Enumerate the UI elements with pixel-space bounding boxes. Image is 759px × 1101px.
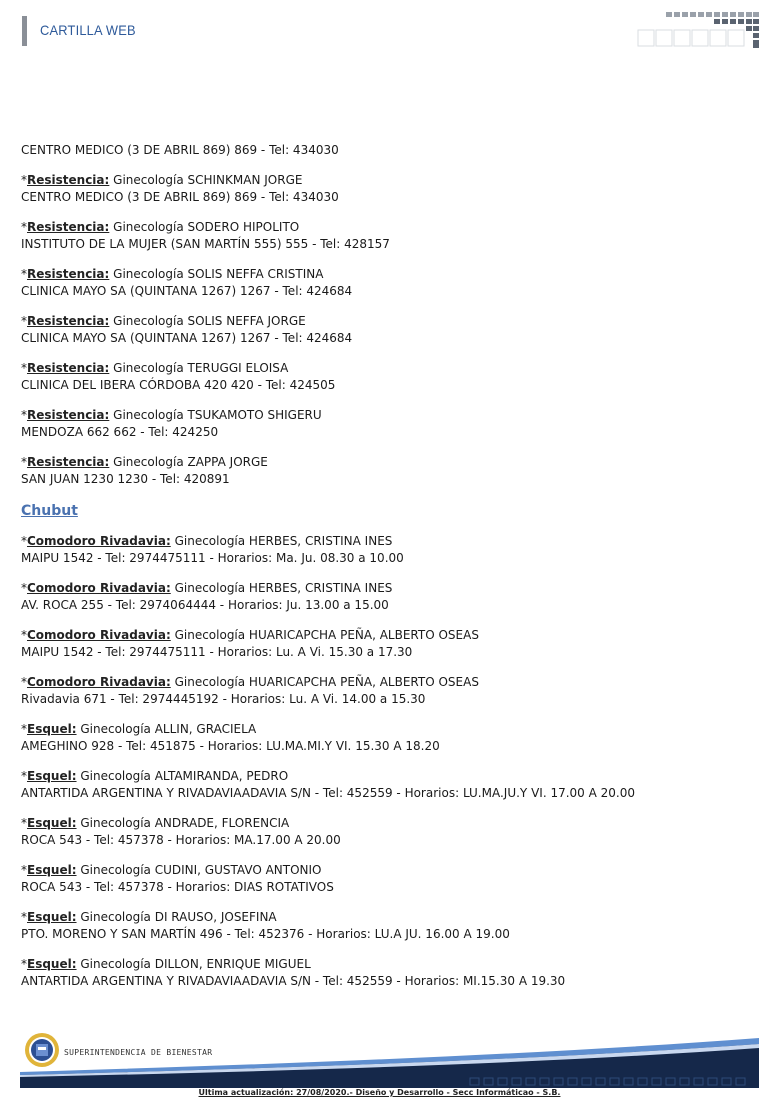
provider-entry — [21, 815, 741, 849]
provider-entry — [21, 313, 741, 347]
provider-address: AMEGHINO 928 - Tel: 451875 - Horarios: LU.MA.MI.Y VI. 15.30 A 18.20 — [21, 739, 440, 753]
provider-address: ANTARTIDA ARGENTINA Y RIVADAVIAADAVIA S/N - Tel: 452559 - Horarios: MI.15.30 A 19.30 — [21, 974, 566, 988]
region-heading-chubut[interactable]: Chubut — [21, 503, 78, 519]
provider-entry — [21, 862, 741, 896]
provider-specialty: Ginecología ALLIN, GRACIELA — [76, 722, 257, 736]
provider-entry — [21, 580, 741, 614]
provider-specialty: Ginecología TSUKAMOTO SHIGERU — [109, 408, 322, 422]
page-footer — [0, 1028, 759, 1101]
provider-address: SAN JUAN 1230 1230 - Tel: 420891 — [21, 472, 230, 486]
header-title: CARTILLA WEB — [40, 22, 136, 38]
provider-specialty: Ginecología HUARICAPCHA PEÑA, ALBERTO OSEAS — [170, 628, 479, 642]
provider-location: Resistencia: — [27, 408, 110, 422]
entry-bullet: * — [21, 863, 27, 877]
provider-specialty: Ginecología DILLON, ENRIQUE MIGUEL — [76, 957, 311, 971]
entry-bullet: * — [21, 722, 27, 736]
provider-address: INSTITUTO DE LA MUJER (SAN MARTÍN 555) 555 - Tel: 428157 — [21, 237, 390, 251]
provider-specialty: Ginecología SOLIS NEFFA CRISTINA — [109, 267, 324, 281]
institution-seal-icon — [24, 1032, 60, 1068]
entry-bullet: * — [21, 408, 27, 422]
entry-bullet: * — [21, 769, 27, 783]
provider-location: Resistencia: — [27, 220, 110, 234]
entry-bullet: * — [21, 455, 27, 469]
header-grid-decoration-icon — [636, 10, 759, 50]
provider-address: CENTRO MEDICO (3 DE ABRIL 869) 869 - Tel: 434030 — [21, 143, 339, 157]
provider-entry — [21, 627, 741, 661]
provider-location: Resistencia: — [27, 361, 110, 375]
provider-specialty: Ginecología ANDRADE, FLORENCIA — [76, 816, 290, 830]
provider-location: Resistencia: — [27, 173, 110, 187]
provider-entry — [21, 454, 741, 488]
provider-entry — [21, 360, 741, 394]
entry-bullet: * — [21, 581, 27, 595]
footer-org-name: SUPERINTENDENCIA DE BIENESTAR — [64, 1048, 213, 1057]
provider-address: CENTRO MEDICO (3 DE ABRIL 869) 869 - Tel: 434030 — [21, 190, 339, 204]
provider-specialty: Ginecología SOLIS NEFFA JORGE — [109, 314, 306, 328]
provider-address: CLINICA MAYO SA (QUINTANA 1267) 1267 - Tel: 424684 — [21, 284, 353, 298]
provider-entry — [21, 407, 741, 441]
entry-bullet: * — [21, 361, 27, 375]
provider-location: Resistencia: — [27, 314, 110, 328]
provider-location: Esquel: — [27, 910, 77, 924]
provider-location: Esquel: — [27, 816, 77, 830]
last-update-text: Ultima actualización: 27/08/2020.- Diseño y Desarrollo - Secc Informáticao - S.B. — [198, 1088, 561, 1097]
entry-bullet: * — [21, 816, 27, 830]
entry-bullet: * — [21, 220, 27, 234]
provider-location: Esquel: — [27, 722, 77, 736]
entry-bullet: * — [21, 957, 27, 971]
entry-bullet: * — [21, 675, 27, 689]
provider-location: Comodoro Rivadavia: — [27, 628, 171, 642]
provider-address: ROCA 543 - Tel: 457378 - Horarios: MA.17.00 A 20.00 — [21, 833, 341, 847]
provider-address: CLINICA MAYO SA (QUINTANA 1267) 1267 - Tel: 424684 — [21, 331, 353, 345]
provider-address: Rivadavia 671 - Tel: 2974445192 - Horarios: Lu. A Vi. 14.00 a 15.30 — [21, 692, 426, 706]
footer-wave-band — [0, 1028, 759, 1088]
provider-address: AV. ROCA 255 - Tel: 2974064444 - Horarios: Ju. 13.00 a 15.00 — [21, 598, 389, 612]
provider-entry — [21, 721, 741, 755]
entry-bullet: * — [21, 314, 27, 328]
provider-location: Comodoro Rivadavia: — [27, 581, 171, 595]
provider-specialty: Ginecología ALTAMIRANDA, PEDRO — [76, 769, 289, 783]
provider-location: Comodoro Rivadavia: — [27, 675, 171, 689]
provider-address: MENDOZA 662 662 - Tel: 424250 — [21, 425, 219, 439]
provider-specialty: Ginecología DI RAUSO, JOSEFINA — [76, 910, 277, 924]
entry-bullet: * — [21, 534, 27, 548]
provider-location: Esquel: — [27, 769, 77, 783]
provider-entry — [21, 768, 741, 802]
provider-specialty: Ginecología HERBES, CRISTINA INES — [170, 581, 393, 595]
provider-specialty: Ginecología HUARICAPCHA PEÑA, ALBERTO OSEAS — [170, 675, 479, 689]
provider-address: ANTARTIDA ARGENTINA Y RIVADAVIAADAVIA S/N - Tel: 452559 - Horarios: LU.MA.JU.Y VI. 17.00 A 20.00 — [21, 786, 635, 800]
provider-specialty: Ginecología TERUGGI ELOISA — [109, 361, 289, 375]
provider-entry — [21, 219, 741, 253]
provider-address: CLINICA DEL IBERA CÓRDOBA 420 420 - Tel: 424505 — [21, 378, 336, 392]
provider-entry — [21, 674, 741, 708]
provider-specialty: Ginecología SODERO HIPOLITO — [109, 220, 300, 234]
page-header — [0, 0, 759, 60]
entry-bullet: * — [21, 173, 27, 187]
provider-entry — [21, 909, 741, 943]
provider-address: MAIPU 1542 - Tel: 2974475111 - Horarios: Lu. A Vi. 15.30 a 17.30 — [21, 645, 413, 659]
provider-entry — [21, 172, 741, 206]
header-accent-bar — [22, 16, 27, 46]
provider-specialty: Ginecología CUDINI, GUSTAVO ANTONIO — [76, 863, 322, 877]
provider-location: Resistencia: — [27, 455, 110, 469]
provider-location: Esquel: — [27, 957, 77, 971]
provider-entry — [21, 533, 741, 567]
provider-specialty: Ginecología ZAPPA JORGE — [109, 455, 268, 469]
provider-specialty: Ginecología SCHINKMAN JORGE — [109, 173, 303, 187]
provider-entry — [21, 142, 741, 159]
provider-location: Comodoro Rivadavia: — [27, 534, 171, 548]
provider-location: Esquel: — [27, 863, 77, 877]
directory-listing — [21, 142, 741, 1003]
provider-address: PTO. MORENO Y SAN MARTÍN 496 - Tel: 452376 - Horarios: LU.A JU. 16.00 A 19.00 — [21, 927, 510, 941]
entry-bullet: * — [21, 628, 27, 642]
provider-entry — [21, 266, 741, 300]
provider-location: Resistencia: — [27, 267, 110, 281]
provider-address: MAIPU 1542 - Tel: 2974475111 - Horarios: Ma. Ju. 08.30 a 10.00 — [21, 551, 404, 565]
provider-entry — [21, 956, 741, 990]
last-update-note — [0, 1088, 759, 1097]
provider-specialty: Ginecología HERBES, CRISTINA INES — [170, 534, 393, 548]
entry-bullet: * — [21, 267, 27, 281]
entry-bullet: * — [21, 910, 27, 924]
provider-address: ROCA 543 - Tel: 457378 - Horarios: DIAS ROTATIVOS — [21, 880, 334, 894]
